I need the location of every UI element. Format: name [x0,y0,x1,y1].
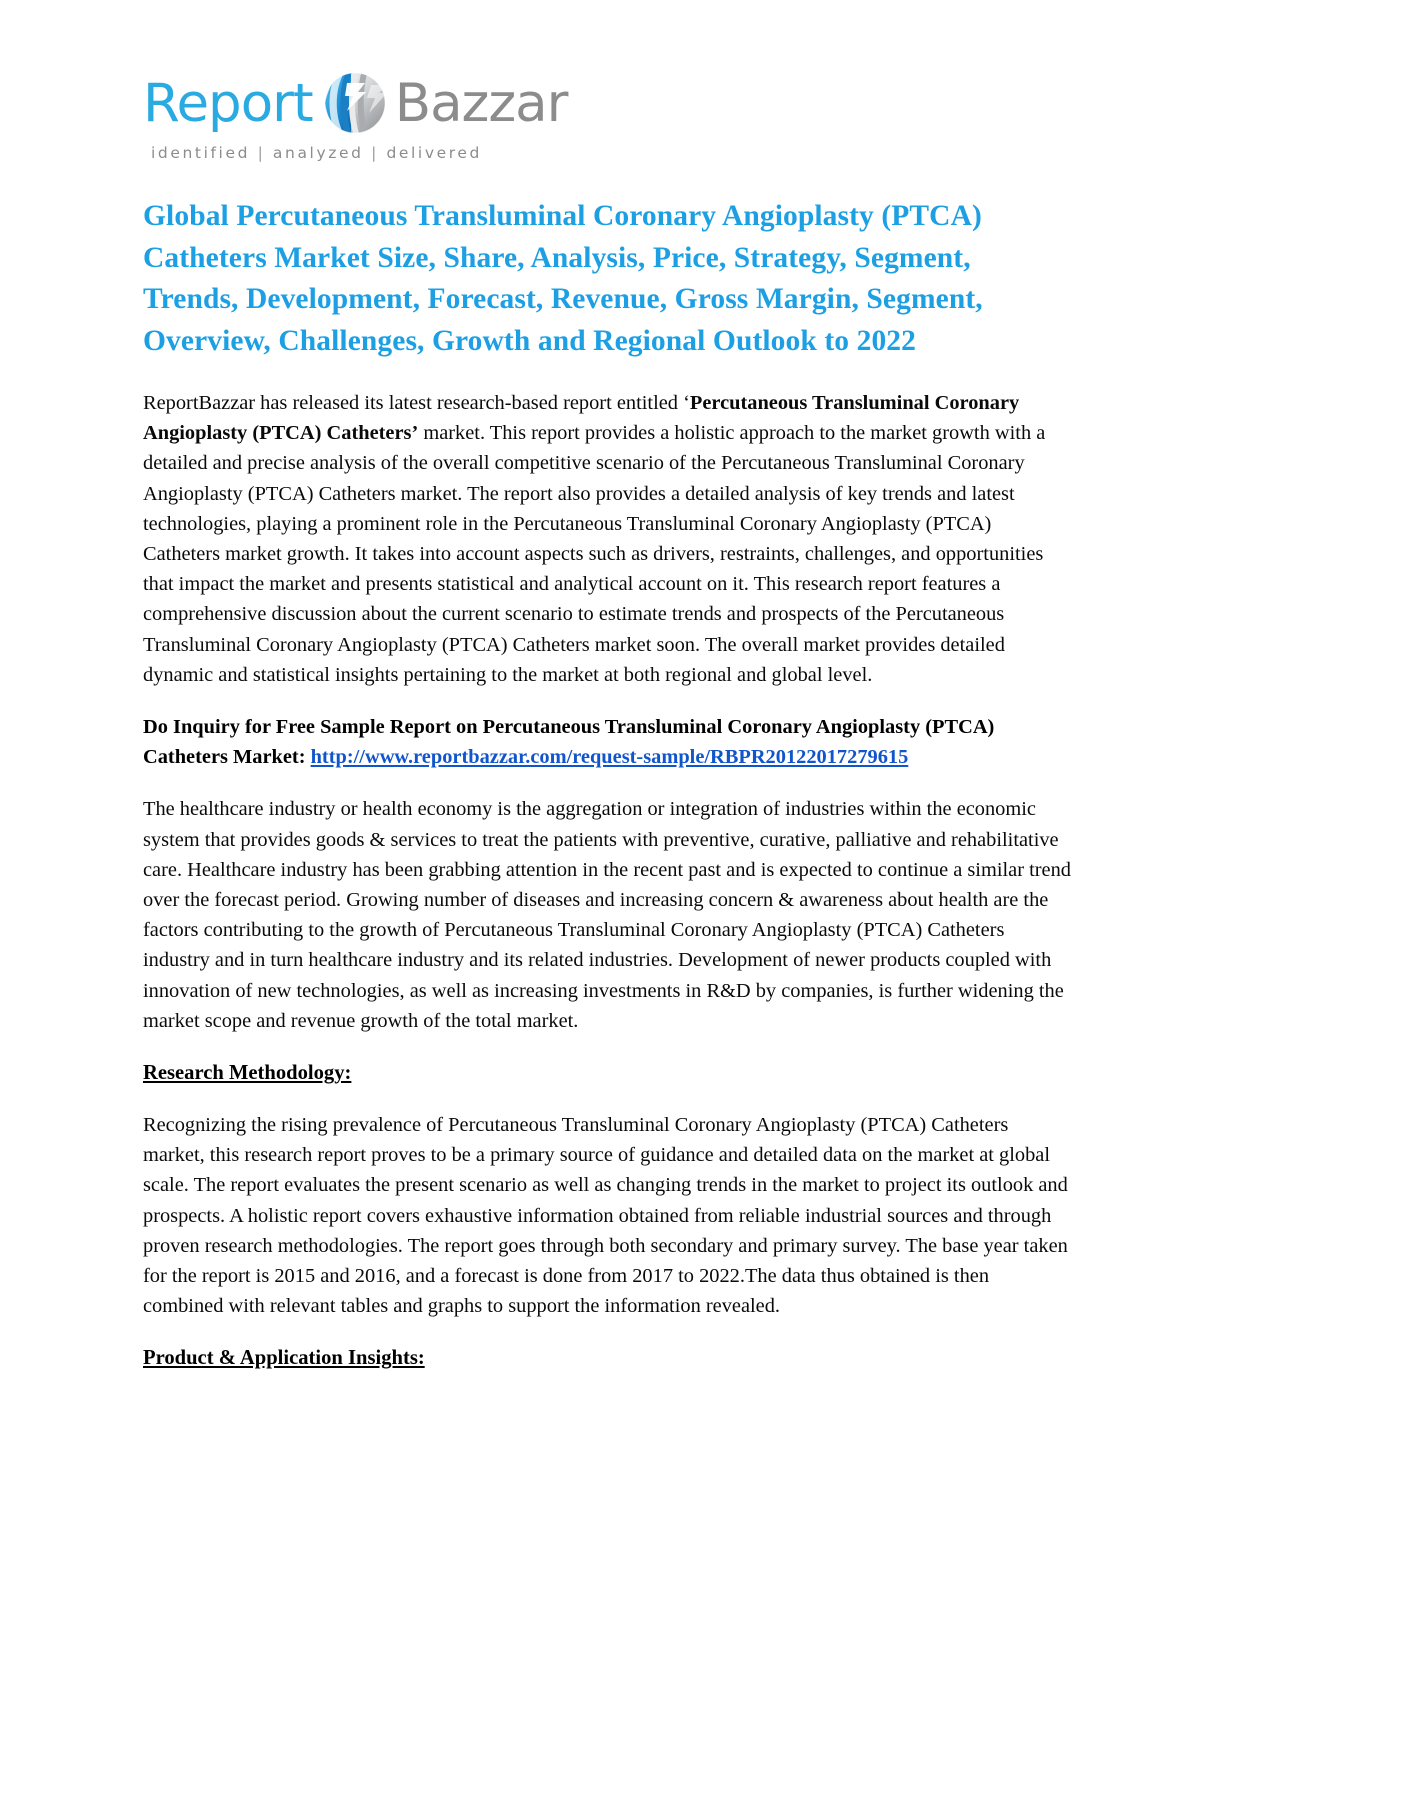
site-logo[interactable] [143,68,568,168]
product-application-insights-heading-text: Product & Application Insights: [143,1347,425,1370]
logo-tagline-analyzed: analyzed [272,144,364,162]
logo-tagline [151,144,563,162]
intro-lead-text: ReportBazzar has released its latest research-based report entitled ‘ [143,392,690,414]
logo-tagline-identified: identified [151,144,251,162]
healthcare-industry-paragraph: The healthcare industry or health economy is the aggregation or integration of industries within the economic system that provides goods & services to treat the patients with preventive, curative, palliative and rehabilitative care. Healthcare industry has been grabbing attention in the recent past and is expected to continue a similar trend over the forecast period. Growing number of diseases and increasing concern & awareness about health are the factors contributing to the growth of Percutaneous Transluminal Coronary Angioplasty (PTCA) Catheters industry and in turn healthcare industry and its related industries. Development of newer products coupled with innovation of new technologies, as well as increasing investments in R&D by companies, is further widening the market scope and revenue growth of the total market. [143,798,1071,1032]
logo-tagline-delivered: delivered [386,144,482,162]
free-sample-report-link[interactable]: http://www.reportbazzar.com/request-sample/RBPR20122017279615 [310,746,909,769]
intro-paragraph [143,388,1073,690]
intro-rest-text: market. This report provides a holistic approach to the market growth with a detailed and precise analysis of the overall competitive scenario of the Percutaneous Transluminal Coronary Angioplasty (PTCA) Catheters market. The report also provides a detailed analysis of key trends and latest technologies, playing a prominent role in the Percutaneous Transluminal Coronary Angioplasty (PTCA) Catheters market growth. It takes into account aspects such as drivers, restraints, challenges, and opportunities that impact the market and presents statistical and analytical account on it. This research report features a comprehensive discussion about the current scenario to estimate trends and prospects of the Percutaneous Transluminal Coronary Angioplasty (PTCA) Catheters market soon. The overall market provides detailed dynamic and statistical insights pertaining to the market at both regional and global level. [143,422,1046,686]
logo-word-bazzar: Bazzar [394,72,568,134]
inquiry-label: Do Inquiry for Free Sample Report on Percutaneous Transluminal Coronary Angioplasty (PTCA) Catheters Market: [143,716,995,769]
logo-word-report: Report [143,72,313,134]
document-content [143,196,1073,1395]
report-bazzar-globe-icon [317,65,393,141]
research-methodology-heading [143,1058,1073,1088]
page-title: Global Percutaneous Transluminal Coronary Angioplasty (PTCA) Catheters Market Size, Share, Analysis, Price, Strategy, Segment, Trends, Development, Forecast, Revenue, Gross Margin, Segment, Overview, Challenges, Growth and Regional Outlook to 2022 [143,200,983,357]
intro-bold-product-name: Percutaneous Transluminal Coronary Angioplasty (PTCA) Catheters’ [143,392,1020,445]
inquiry-paragraph [143,712,1073,772]
logo-tagline-separator-2: | [371,144,379,162]
product-application-insights-heading [143,1343,1073,1373]
research-methodology-paragraph: Recognizing the rising prevalence of Percutaneous Transluminal Coronary Angioplasty (PTCA) Catheters market, this research report proves to be a primary source of guidance and detailed data on the market at global scale. The report evaluates the present scenario as well as changing trends in the market to project its outlook and prospects. A holistic report covers exhaustive information obtained from reliable industrial sources and through proven research methodologies. The report goes through both secondary and primary survey. The base year taken for the report is 2015 and 2016, and a forecast is done from 2017 to 2022.The data thus obtained is then combined with relevant tables and graphs to support the information revealed. [143,1114,1068,1318]
logo-wordmark-row [143,68,568,138]
logo-tagline-separator-1: | [257,144,266,162]
research-methodology-heading-text: Research Methodology: [143,1062,352,1085]
